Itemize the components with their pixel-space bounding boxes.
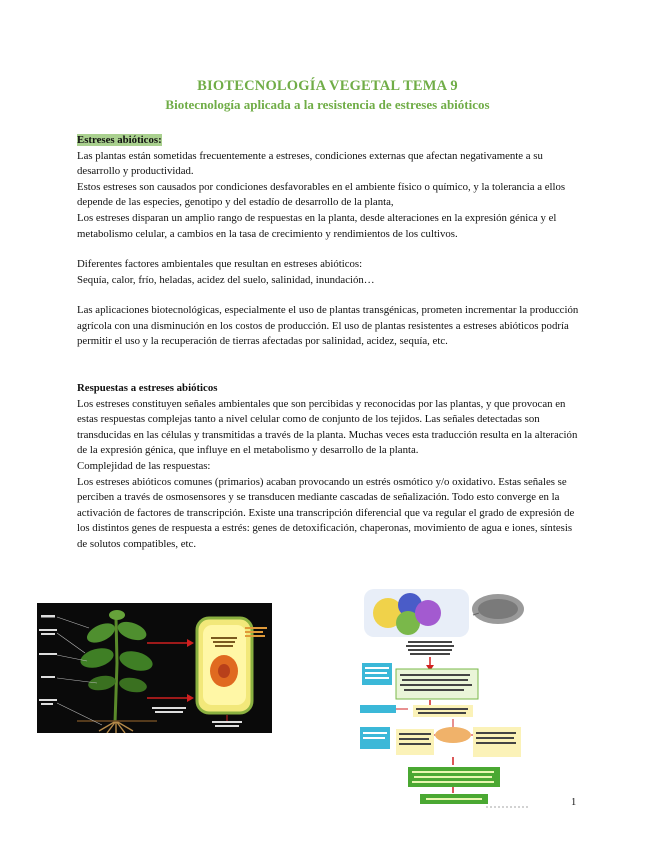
paragraph: Los estreses abióticos comunes (primarios) acaban provocando un estrés osmótico y/o oxidativo. Estas señales se perciben a través de osmosensores y se transducen mediante cascadas de señalización. Todo esto converge en la activación de factores de transcripción. Existe una transcripción diferencial que va regular el grado de expresión de los distintos genes de respuesta a estrés: genes de detoxificación, chaperonas, movimiento de agua e iones, síntesis de solutos compatibles, etc. — [77, 475, 575, 550]
paragraph: Complejidad de las respuestas: — [77, 459, 211, 472]
paragraph: Diferentes factores ambientales que resultan en estreses abióticos: — [77, 258, 363, 270]
section-stress-responses — [77, 381, 582, 553]
section-heading: Respuestas a estreses abióticos — [77, 382, 218, 394]
stress-signaling-flowchart-figure — [358, 587, 528, 809]
paragraph: Los estreses constituyen señales ambientales que son percibidas y reconocidas por las plantas, y que provocan en estas respuestas complejas tanto a nivel celular como de conjunto de los tejidos. Las señales detectadas son transducidas en las células y transmitidas a través de la planta. Muchas veces esta traducción resulta en la alteración de la expresión génica, que influye en el metabolismo y desarrollo de la planta. — [77, 397, 578, 457]
paragraph: Los estreses disparan un amplio rango de respuestas en la planta, desde alteraciones en la expresión génica y el metabolismo celular, a cambios en la tasa de crecimiento y rendimientos de los cultivos. — [77, 211, 557, 240]
plant-cell-stress-figure — [37, 603, 272, 733]
section-biotech-applications — [77, 303, 582, 350]
section-abiotic-stresses — [77, 133, 582, 242]
section-environmental-factors — [77, 257, 582, 288]
paragraph: Las plantas están sometidas frecuentemente a estreses, condiciones externas que afectan negativamente a su desarrollo y productividad. — [77, 149, 543, 178]
section-heading: Estreses abióticos: — [77, 134, 162, 146]
document-title: BIOTECNOLOGÍA VEGETAL TEMA 9 — [197, 78, 458, 94]
page-number: 1 — [571, 797, 577, 808]
paragraph: Sequía, calor, frío, heladas, acidez del suelo, salinidad, inundación… — [77, 273, 375, 286]
paragraph: Estos estreses son causados por condiciones desfavorables en el ambiente físico o químico, y la tolerancia a ellos depende de las especies, genotipo y del estadío de desarrollo de la planta, — [77, 180, 566, 209]
paragraph: Las aplicaciones biotecnológicas, especialmente el uso de plantas transgénicas, prometen incrementar la producción agrícola con una disminución en los costos de producción. El uso de plantas resistentes a estreses abióticos podría permitir el uso y la recuperación de tierras afectadas por salinidad, acidez, sequía, etc. — [77, 304, 579, 348]
document-subtitle: Biotecnología aplicada a la resistencia de estreses abióticos — [165, 97, 490, 112]
